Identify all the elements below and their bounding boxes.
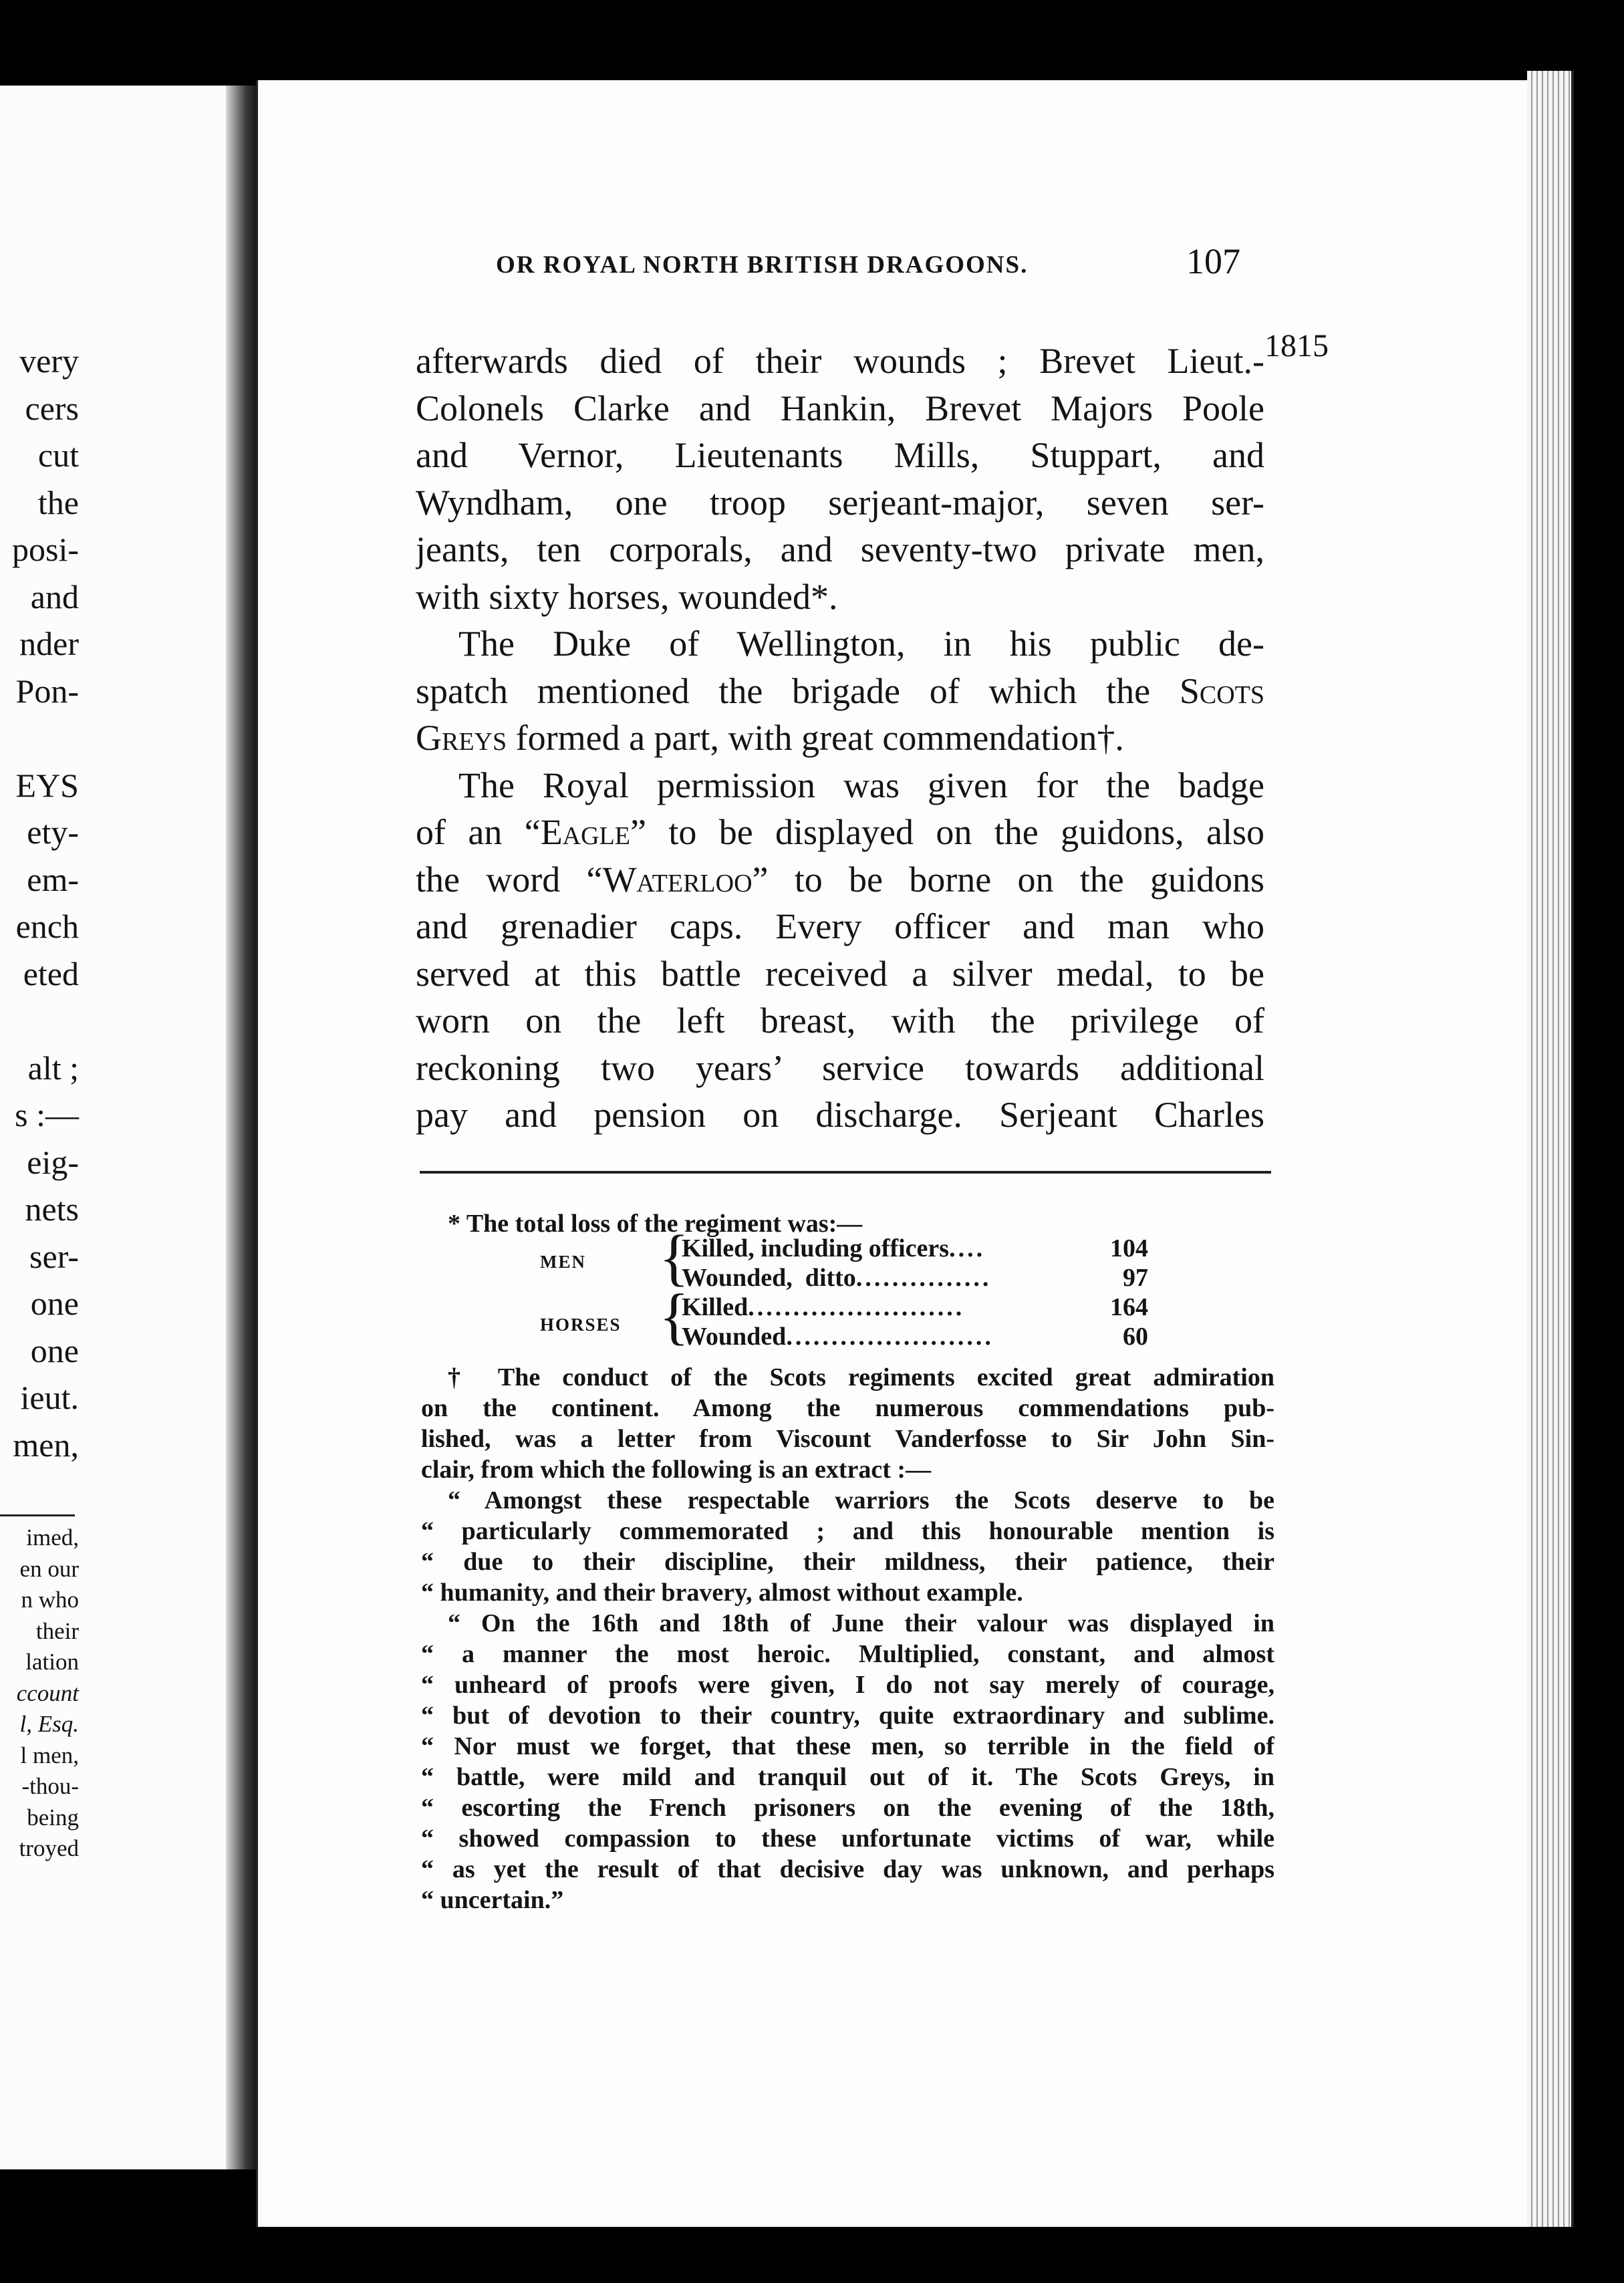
small-caps-text: Scots: [1179, 670, 1264, 711]
footnote-line: † The conduct of the Scots regiments excited great admiration: [448, 1363, 1274, 1391]
left-footnote-rule: [0, 1514, 75, 1516]
footnote-line: “ humanity, and their bravery, almost without example.: [421, 1579, 1023, 1607]
text-line: reckoning two years’ service towards additional: [416, 1047, 1264, 1088]
footnote-line: lished, was a letter from Viscount Vanderfosse to Sir John Sin-: [421, 1425, 1274, 1453]
left-line: ety-: [27, 813, 79, 851]
left-line: ser-: [29, 1237, 79, 1275]
footnote-line: “ showed compassion to these unfortunate victims of war, while: [421, 1825, 1274, 1853]
text-span: formed a part, with great commendation†.: [507, 718, 1124, 758]
table-label: Killed, including officers....: [682, 1234, 986, 1262]
footnote-dagger: [421, 1362, 1274, 1915]
margin-year: 1815: [1264, 328, 1329, 364]
left-line: one: [30, 1331, 79, 1369]
dot-leader: ...............: [855, 1264, 992, 1292]
footnote-line: “ but of devotion to their country, quite extraordinary and sublime.: [421, 1702, 1274, 1730]
text-line: [416, 856, 1264, 904]
left-line: [0, 714, 79, 762]
left-line: em-: [27, 860, 79, 898]
footnote-line: “ escorting the French prisoners on the evening of the 18th,: [421, 1794, 1274, 1822]
running-header: OR ROYAL NORTH BRITISH DRAGOONS.: [496, 251, 1029, 279]
main-text: [416, 338, 1264, 1139]
left-note-line: l, Esq.: [19, 1711, 79, 1737]
left-note-line: troyed: [19, 1835, 79, 1861]
book-gutter: [226, 86, 259, 2169]
left-line: posi-: [12, 531, 79, 568]
left-note-line: -thou-: [21, 1773, 79, 1799]
left-line: very: [19, 342, 79, 380]
table-value: 97: [1123, 1264, 1148, 1292]
table-label: Wounded.......................: [682, 1323, 994, 1351]
table-label: Killed........................: [682, 1293, 965, 1321]
table-category: HORSES: [540, 1315, 622, 1335]
left-note-line: lation: [25, 1649, 79, 1675]
footnote-line: * The total loss of the regiment was:—: [448, 1210, 863, 1238]
footnote-line: clair, from which the following is an extract :—: [421, 1456, 932, 1484]
left-line: ench: [15, 908, 79, 945]
footnote-line: “ Amongst these respectable warriors the Scots deserve to be: [448, 1486, 1274, 1514]
text-line: and Vernor, Lieutenants Mills, Stuppart, and: [416, 435, 1264, 475]
footnote-line: “ as yet the result of that decisive day was unknown, and perhaps: [421, 1855, 1274, 1883]
footnote-line: on the continent. Among the numerous commendations pub-: [421, 1394, 1274, 1422]
footnote-line: “ Nor must we forget, that these men, so terrible in the field of: [421, 1732, 1274, 1760]
left-note-line: l men,: [20, 1742, 79, 1768]
left-line: and: [30, 577, 79, 616]
page-edges: [1527, 71, 1574, 2227]
text-line: The Duke of Wellington, in his public de-: [458, 624, 1264, 664]
text-line: with sixty horses, wounded*.: [416, 576, 838, 617]
left-line: the: [37, 483, 79, 521]
text-span: spatch mentioned the brigade of which the: [416, 670, 1151, 711]
text-line: pay and pension on discharge. Serjeant Charles: [416, 1095, 1264, 1135]
left-note-line: being: [27, 1804, 79, 1831]
text-line: worn on the left breast, with the privilege of: [416, 1000, 1264, 1041]
footnote-line: “ uncertain.”: [421, 1886, 564, 1914]
left-line: [0, 997, 79, 1045]
text-span: ” to be displayed on the guidons, also: [630, 812, 1264, 852]
table-category: MEN: [540, 1252, 586, 1272]
left-note-line: en our: [19, 1555, 79, 1582]
table-label: Wounded, ditto...............: [682, 1264, 992, 1292]
small-caps-text: Waterloo: [602, 859, 753, 900]
brace-icon: {: [659, 1282, 690, 1351]
footnote-line: “ due to their discipline, their mildness, their patience, their: [421, 1548, 1274, 1576]
left-line: eig-: [27, 1143, 79, 1181]
text-span: the word “: [416, 859, 603, 900]
left-line: men,: [13, 1426, 79, 1464]
footnote-rule: [420, 1171, 1271, 1174]
loss-table: [540, 1223, 1242, 1351]
left-line: alt ;: [27, 1049, 79, 1087]
text-line: Colonels Clarke and Hankin, Brevet Majors Poole: [416, 388, 1264, 428]
left-note-line: imed,: [26, 1524, 79, 1551]
text-line: [416, 714, 1264, 762]
left-line: nets: [25, 1190, 79, 1228]
small-caps-text: Eagle: [540, 812, 630, 852]
dot-leader: .......................: [786, 1323, 994, 1351]
text-line: [416, 668, 1264, 715]
text-line: afterwards died of their wounds ; Brevet Lieut.-: [416, 341, 1264, 381]
text-span: of an “: [416, 812, 541, 852]
table-value: 104: [1110, 1234, 1148, 1262]
small-caps-text: Greys: [416, 718, 507, 758]
footnote-line: “ On the 16th and 18th of June their valour was displayed in: [448, 1609, 1274, 1637]
brace-icon: {: [659, 1223, 690, 1293]
page-number: 107: [1186, 241, 1240, 281]
left-page-notes: [0, 1522, 79, 1865]
left-line: eted: [23, 954, 79, 992]
left-note-line: their: [35, 1617, 79, 1644]
table-value: 60: [1123, 1323, 1148, 1351]
footnote-line: “ particularly commemorated ; and this honourable mention is: [421, 1517, 1274, 1545]
left-line: cers: [25, 389, 79, 427]
left-line: cut: [37, 436, 79, 474]
text-line: and grenadier caps. Every officer and man who: [416, 906, 1264, 946]
text-line: jeants, ten corporals, and seventy-two private men,: [416, 529, 1264, 569]
dot-leader: ....: [949, 1234, 986, 1262]
left-line: EYS: [15, 766, 79, 804]
left-line: ieut.: [20, 1379, 79, 1416]
left-line: one: [30, 1285, 79, 1322]
left-line: s :—: [15, 1096, 79, 1133]
text-span: ” to be borne on the guidons: [752, 859, 1264, 900]
footnote-line: “ a manner the most heroic. Multiplied, constant, and almost: [421, 1640, 1274, 1668]
table-row: [540, 1263, 1242, 1293]
footnote-line: “ battle, were mild and tranquil out of it. The Scots Greys, in: [421, 1763, 1274, 1791]
left-note-line: n who: [21, 1587, 79, 1613]
text-line: served at this battle received a silver medal, to be: [416, 953, 1264, 994]
footnote-line: “ unheard of proofs were given, I do not say merely of courage,: [421, 1671, 1274, 1699]
text-line: [416, 809, 1264, 856]
text-line: The Royal permission was given for the badge: [458, 765, 1264, 805]
left-line: Pon-: [15, 672, 79, 710]
table-value: 164: [1110, 1293, 1148, 1321]
left-page-text: [0, 338, 79, 1468]
text-line: Wyndham, one troop serjeant-major, seven ser-: [416, 482, 1264, 523]
left-note-line: ccount: [16, 1680, 79, 1706]
table-row: [540, 1315, 1242, 1351]
left-line: nder: [19, 625, 79, 662]
dot-leader: ........................: [748, 1293, 965, 1321]
